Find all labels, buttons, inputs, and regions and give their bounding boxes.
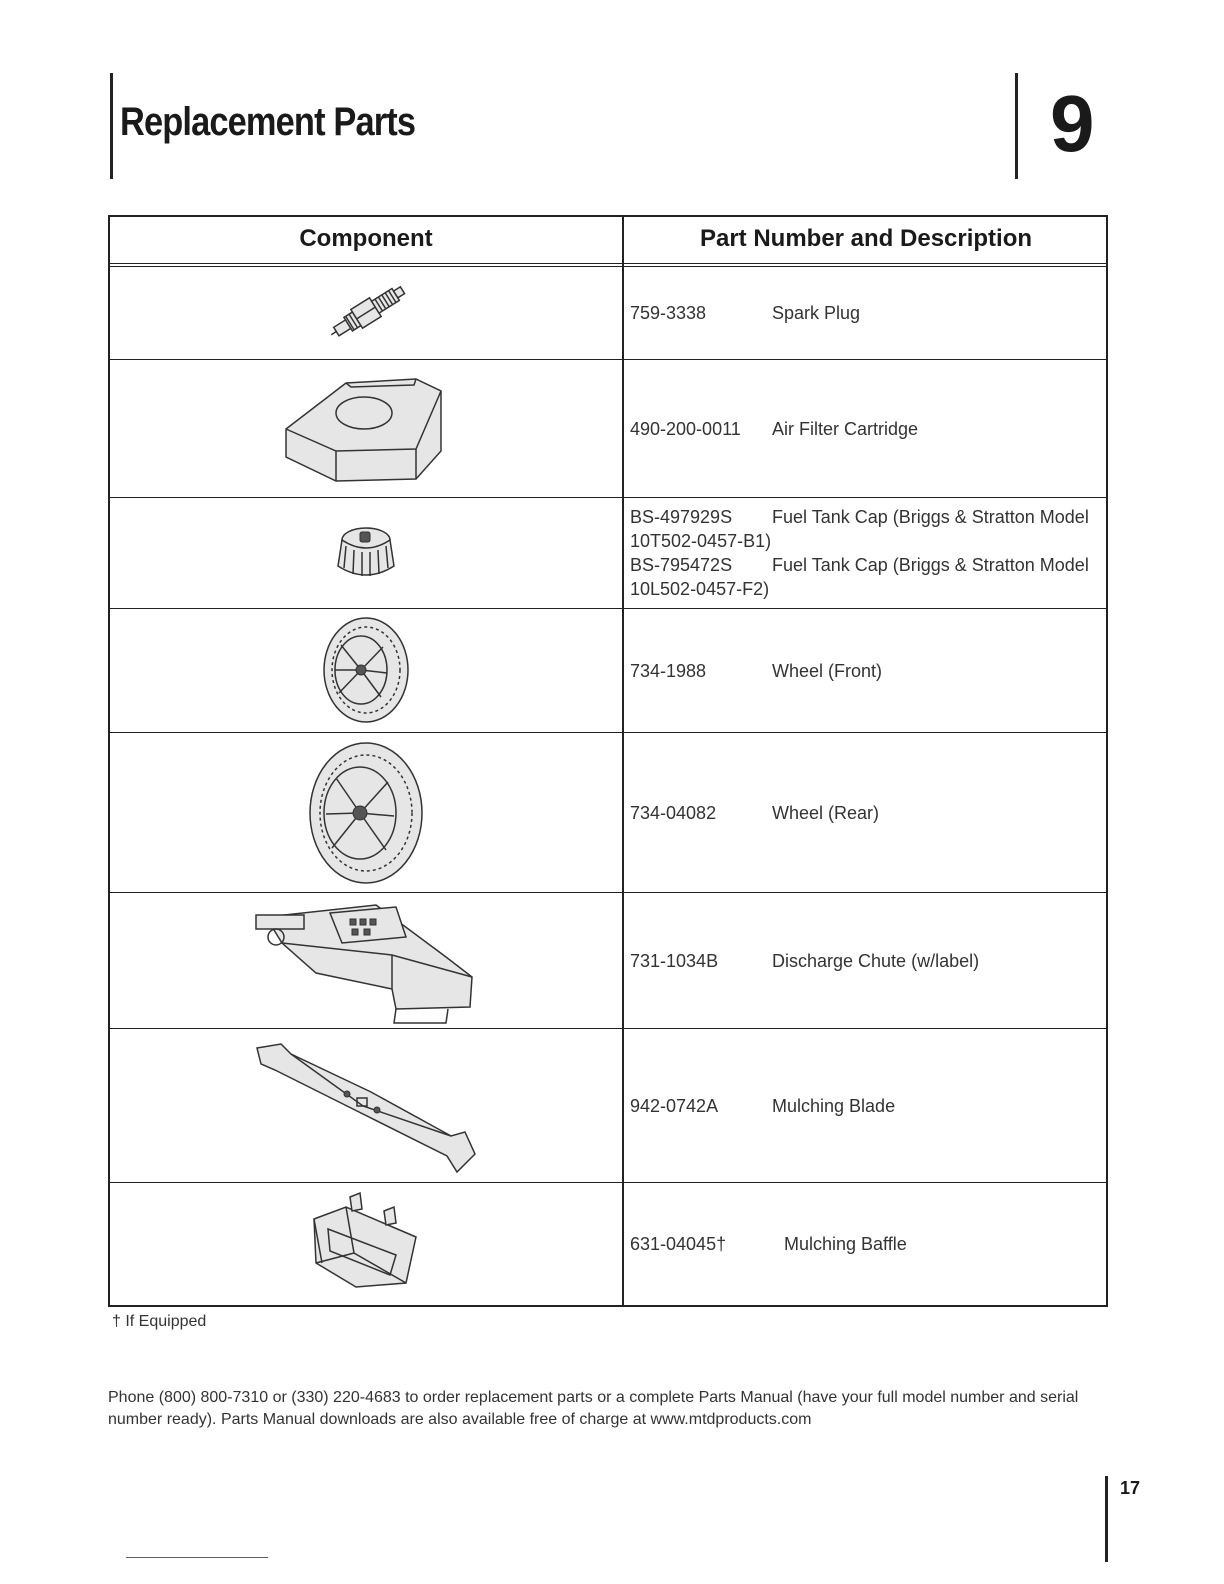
part-number: 734-1988	[630, 660, 707, 681]
part-number: 490-200-0011	[630, 418, 741, 439]
header-rule-left	[110, 73, 113, 179]
part-number: 942-0742A	[630, 1095, 719, 1116]
description-cell	[630, 267, 1104, 359]
part-description: Fuel Tank Cap (Briggs & Stratton Model	[772, 555, 1089, 575]
component-cell	[110, 609, 622, 732]
part-description: Mulching Blade	[772, 1095, 896, 1116]
part-description: Spark Plug	[772, 303, 861, 323]
component-cell	[110, 893, 622, 1028]
component-cell	[110, 1183, 622, 1305]
table-row	[110, 359, 1106, 497]
page-number-rule	[1105, 1476, 1108, 1562]
page-number: 17	[1120, 1478, 1141, 1498]
part-number: BS-795472S	[630, 555, 733, 575]
front-wheel-icon	[311, 613, 421, 728]
page-title: Replacement Parts	[120, 100, 416, 144]
component-cell	[110, 733, 622, 892]
table-row	[110, 608, 1106, 732]
component-cell	[110, 1029, 622, 1182]
description-cell	[630, 609, 1104, 732]
contact-info: Phone (800) 800-7310 or (330) 220-4683 to order replacement parts or a complete Parts Manual (have your full model number and serial number ready). Parts Manual downloads are also available free of charge at www.mtdproducts.com	[108, 1389, 1079, 1428]
part-description: Wheel (Front)	[772, 660, 883, 681]
table-row	[110, 1028, 1106, 1182]
part-description: Air Filter Cartridge	[772, 418, 919, 439]
component-cell	[110, 267, 622, 359]
part-description: Wheel (Rear)	[772, 802, 880, 823]
component-cell	[110, 360, 622, 497]
table-header	[110, 217, 1106, 267]
part-number: BS-497929S	[630, 507, 733, 527]
header-component: Component	[299, 225, 433, 252]
parts-table	[108, 215, 1108, 1307]
discharge-chute-icon	[246, 897, 486, 1025]
description-cell	[630, 893, 1104, 1028]
component-cell	[110, 498, 622, 608]
air-filter-icon	[276, 369, 456, 489]
description-continued: 10L502-0457-F2)	[630, 579, 770, 599]
mulching-blade-icon	[251, 1036, 481, 1176]
description-cell	[630, 498, 1104, 608]
part-number: 731-1034B	[630, 950, 719, 971]
table-row	[110, 732, 1106, 892]
description-cell	[630, 1183, 1104, 1305]
table-row	[110, 892, 1106, 1028]
part-number: 734-04082	[630, 802, 717, 823]
chapter-number: 9	[1050, 79, 1095, 168]
spark-plug-icon	[311, 278, 421, 348]
table-row	[110, 267, 1106, 359]
mulching-baffle-icon	[306, 1189, 426, 1299]
description-cell	[630, 1029, 1104, 1182]
fuel-cap-icon	[326, 518, 406, 588]
part-description: Mulching Baffle	[784, 1234, 907, 1254]
description-cell	[630, 360, 1104, 497]
header-rule-right	[1015, 73, 1018, 179]
part-description: Discharge Chute (w/label)	[772, 950, 980, 971]
part-number: 759-3338	[630, 303, 707, 323]
table-row	[110, 1182, 1106, 1305]
description-continued: 10T502-0457-B1)	[630, 531, 772, 551]
footnote: † If Equipped	[112, 1313, 207, 1330]
header-part-number: Part Number and Description	[699, 225, 1033, 252]
table-row	[110, 497, 1106, 608]
part-number: 631-04045†	[630, 1234, 727, 1254]
rear-wheel-icon	[296, 738, 436, 888]
bottom-link-underline	[126, 1557, 268, 1558]
description-cell	[630, 733, 1104, 892]
part-description: Fuel Tank Cap (Briggs & Stratton Model	[772, 507, 1089, 527]
